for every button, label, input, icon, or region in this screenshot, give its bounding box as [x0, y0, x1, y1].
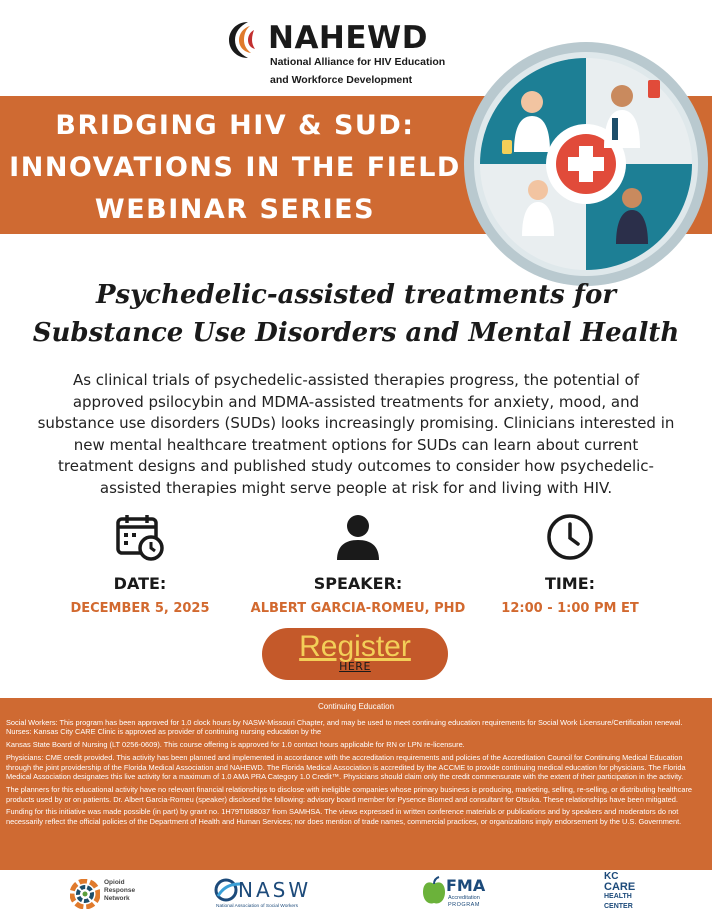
ce-funding: Funding for this initiative was made possible (in part) by grant no. 1H79TI088037 from SAMHSA. The views expressed in written conference materials or publications and by speakers and moderators do not necessarily reflect the official policies of the Department of Health and Human Services; nor does mention of trade names, commercial practices, or organizations imply endorsement by the U.S. Government.: [6, 807, 682, 827]
person-icon: [333, 512, 383, 562]
ce-social-workers: Social Workers: This program has been approved for 1.0 clock hours by NASW-Missouri Chapter, and may be used to meet continuing education requirements for Social Work Licensure/Certification renewal. Nurses: Kansas City CARE Clinic is approved as provider of continuing nursing education by the: [6, 717, 683, 737]
banner-title-line2: INNOVATIONS IN THE FIELD: [9, 152, 461, 183]
opioid-response-network-logo: [70, 876, 150, 912]
fma-apple-icon: [422, 876, 446, 906]
ce-nursing-board: Kansas State Board of Nursing (LT 0256-0609). This course offering is approved for 1.0 contact hours applicable for RN or LPN re-licensure.: [6, 740, 465, 750]
ce-disclosures: The planners for this educational activity have no relevant financial relationships to disclose with ineligible companies whose primary business is producing, marketing, selling, re-selling, or distributing healthcare products used by or on patients. Dr. Albert Garcia-Romeu (speaker) disclosed the following: advisory board member for Pysence Biomed and consultant for Otsuka. These relationships have been mitigated.: [6, 784, 693, 804]
clock-icon: [545, 512, 595, 562]
orn-line3: Network: [104, 895, 130, 902]
orn-line2: Response: [104, 887, 136, 894]
fma-subtitle1: Accreditation: [448, 895, 480, 901]
kc-care-logo: [604, 872, 644, 912]
ce-heading: Continuing Education: [317, 702, 395, 711]
speaker-value: ALBERT GARCIA-ROMEU, PHD: [250, 601, 466, 616]
medical-team-illustration: [462, 40, 710, 288]
speaker-block: [238, 512, 478, 616]
time-value: 12:00 - 1:00 PM ET: [501, 601, 639, 616]
fma-logo: [422, 874, 488, 912]
session-title-line1: Psychedelic-assisted treatments for: [95, 280, 617, 310]
kc-line1: KC: [604, 871, 619, 882]
banner-title-line3: WEBINAR SERIES: [94, 194, 376, 225]
nasw-subtitle: National Association of Social Workers: [216, 904, 299, 909]
calendar-icon: [115, 512, 165, 562]
date-block: [20, 512, 260, 616]
date-label: DATE:: [113, 574, 167, 593]
date-value: DECEMBER 5, 2025: [70, 601, 210, 616]
orn-line1: Opioid: [104, 879, 125, 886]
banner-title-line1: BRIDGING HIV & SUD:: [55, 110, 415, 141]
session-title-line2: Substance Use Disorders and Mental Health: [32, 318, 680, 348]
fma-subtitle2: PROGRAM: [448, 902, 480, 908]
org-full-name-line1: National Alliance for HIV Education: [270, 56, 446, 68]
session-description: As clinical trials of psychedelic-assisted therapies progress, the potential of approved psilocybin and MDMA-assisted treatments for anxiety, mood, and substance use disorders (SUDs) looks increasingly promising. Clinicians interested in new mental healthcare treatment options for SUDs can learn about current treatment designs and published study outcomes to consider how psychedelic-assisted therapies might serve people at risk for and living with HIV.: [37, 371, 675, 497]
nasw-logo: [214, 878, 314, 910]
continuing-education-section: [0, 698, 712, 870]
time-block: [450, 512, 690, 616]
kc-line2: CARE: [604, 881, 636, 893]
speaker-label: SPEAKER:: [313, 574, 403, 593]
org-full-name-line2: and Workforce Development: [270, 74, 413, 86]
nasw-name: NASW: [238, 878, 312, 902]
kc-line4: CENTER: [604, 903, 633, 910]
ce-physicians: Physicians: CME credit provided. This activity has been planned and implemented in accordance with the accreditation requirements and policies of the Accreditation Council for Continuing Medical Education through the joint providership of the Florida Medical Association and NAHEWD. The Florida Medical Association is accredited by the ACCME to provide continuing medical education for physicians. The Florida Medical Association designates this live activity for a maximum of 1.0 AMA PRA Category 1.0 Credit™. Physicians should claim only the credit commensurate with the extent of their participation in the activity.: [6, 752, 686, 782]
org-name: NAHEWD: [268, 20, 428, 56]
nahewd-logo: [226, 14, 456, 92]
fma-name: FMA: [446, 876, 486, 895]
register-here-link[interactable]: HERE: [339, 660, 371, 673]
register-button[interactable]: [262, 628, 448, 680]
orn-wheel-icon: [70, 879, 100, 909]
kc-line3: HEALTH: [604, 893, 632, 900]
time-label: TIME:: [544, 574, 596, 593]
register-link[interactable]: Register: [299, 630, 411, 663]
nahewd-swirl-icon: [226, 18, 270, 62]
